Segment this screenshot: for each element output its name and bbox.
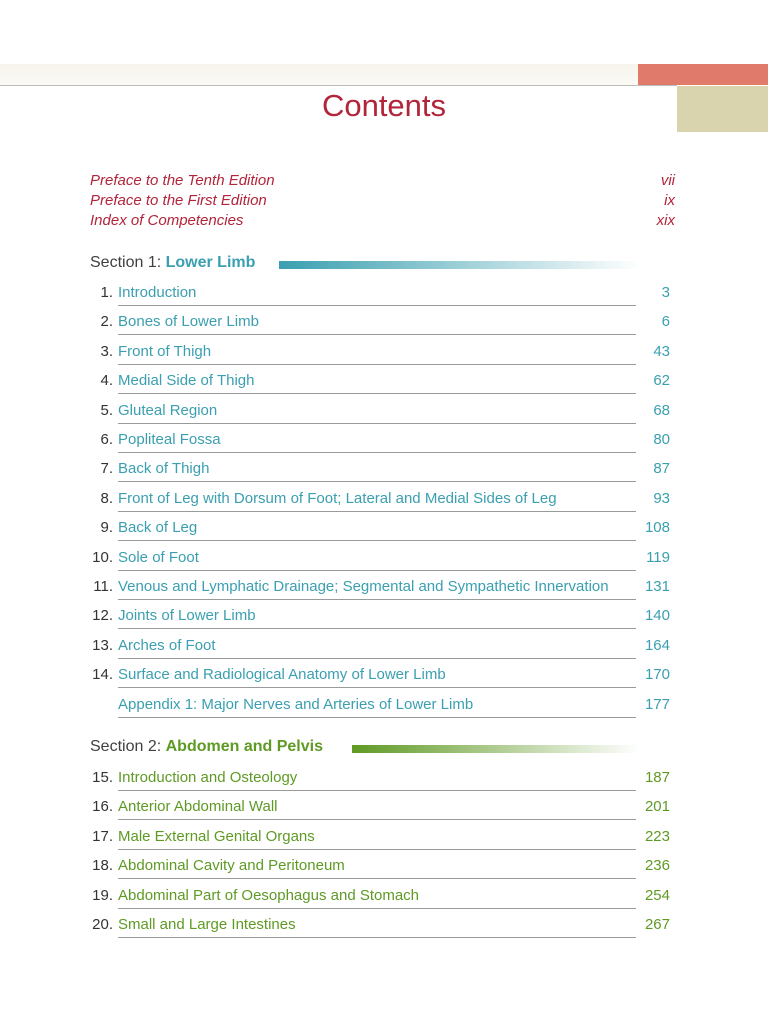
row-divider — [118, 364, 636, 365]
chapter-title[interactable]: Small and Large Intestines — [118, 916, 296, 933]
toc-row[interactable] — [0, 515, 768, 544]
chapter-number: 12. — [92, 607, 113, 624]
chapter-number: 16. — [92, 798, 113, 815]
toc-row[interactable] — [0, 794, 768, 823]
front-matter-page: vii — [660, 172, 675, 189]
chapter-page: 170 — [644, 666, 670, 683]
chapter-page: 43 — [653, 343, 670, 360]
chapter-title[interactable]: Introduction — [118, 284, 197, 301]
chapter-number: 17. — [92, 828, 113, 845]
chapter-page: 223 — [644, 828, 670, 845]
front-matter-item[interactable] — [90, 212, 675, 232]
toc-row[interactable] — [0, 574, 768, 603]
row-divider — [118, 452, 636, 453]
chapter-title[interactable]: Front of Thigh — [118, 343, 212, 360]
chapter-number: 9. — [100, 519, 113, 536]
row-divider — [118, 540, 636, 541]
front-matter-page: ix — [664, 192, 675, 209]
chapter-title[interactable]: Bones of Lower Limb — [118, 313, 259, 330]
chapter-number: 15. — [92, 769, 113, 786]
row-divider — [118, 570, 636, 571]
section-prefix: Section 2: — [90, 738, 162, 755]
chapter-page: 236 — [644, 857, 670, 874]
chapter-number: 20. — [92, 916, 113, 933]
chapter-page: 119 — [646, 549, 670, 566]
chapter-page: 201 — [644, 798, 670, 815]
chapter-page: 254 — [644, 887, 670, 904]
toc-row[interactable] — [0, 883, 768, 912]
section-name: Lower Limb — [165, 254, 256, 271]
toc-row[interactable] — [0, 280, 768, 309]
section-name: Abdomen and Pelvis — [165, 738, 323, 755]
row-divider — [118, 937, 636, 938]
toc-row[interactable] — [0, 853, 768, 882]
chapter-number: 19. — [92, 887, 113, 904]
section-gradient-bar — [352, 745, 640, 753]
chapter-title[interactable]: Arches of Foot — [118, 637, 216, 654]
chapter-number: 18. — [92, 857, 113, 874]
header-band — [0, 64, 638, 86]
chapter-page: 267 — [644, 916, 670, 933]
toc-row[interactable] — [0, 339, 768, 368]
chapter-number: 3. — [100, 343, 113, 360]
chapter-page: 177 — [644, 696, 670, 713]
page-title: Contents — [321, 88, 447, 123]
toc-row[interactable] — [0, 824, 768, 853]
chapter-number: 8. — [100, 490, 113, 507]
chapter-number: 6. — [100, 431, 113, 448]
chapter-title[interactable]: Anterior Abdominal Wall — [118, 798, 278, 815]
row-divider — [118, 849, 636, 850]
row-divider — [118, 511, 636, 512]
chapter-number: 7. — [100, 460, 113, 477]
chapter-page: 80 — [653, 431, 670, 448]
toc-row[interactable] — [0, 603, 768, 632]
section-header — [90, 738, 323, 760]
chapter-title[interactable]: Surface and Radiological Anatomy of Lower Limb — [118, 666, 446, 683]
chapter-page: 187 — [644, 769, 670, 786]
corner-tab-salmon — [638, 64, 768, 85]
row-divider — [118, 819, 636, 820]
chapter-number: 5. — [100, 402, 113, 419]
header-rule — [0, 85, 677, 86]
row-divider — [118, 790, 636, 791]
row-divider — [118, 908, 636, 909]
row-divider — [118, 481, 636, 482]
chapter-page: 62 — [653, 372, 670, 389]
chapter-title[interactable]: Medial Side of Thigh — [118, 372, 255, 389]
chapter-title[interactable]: Abdominal Cavity and Peritoneum — [118, 857, 345, 874]
chapter-number: 4. — [100, 372, 113, 389]
toc-row[interactable] — [0, 368, 768, 397]
row-divider — [118, 423, 636, 424]
chapter-title[interactable]: Venous and Lymphatic Drainage; Segmental and Sympathetic Innervation — [118, 578, 609, 595]
row-divider — [118, 599, 636, 600]
chapter-title[interactable]: Appendix 1: Major Nerves and Arteries of Lower Limb — [118, 696, 474, 713]
front-matter-label: Preface to the Tenth Edition — [90, 172, 275, 189]
row-divider — [118, 658, 636, 659]
chapter-page: 140 — [644, 607, 670, 624]
chapter-page: 3 — [661, 284, 670, 301]
toc-row[interactable] — [0, 456, 768, 485]
chapter-number: 11. — [93, 578, 113, 595]
chapter-title[interactable]: Back of Thigh — [118, 460, 210, 477]
row-divider — [118, 628, 636, 629]
toc-row[interactable] — [0, 662, 768, 691]
chapter-number: 14. — [92, 666, 113, 683]
chapter-page: 108 — [644, 519, 670, 536]
chapter-page: 131 — [644, 578, 670, 595]
chapter-title[interactable]: Back of Leg — [118, 519, 198, 536]
chapter-page: 93 — [653, 490, 670, 507]
chapter-number: 1. — [100, 284, 113, 301]
chapter-page: 6 — [661, 313, 670, 330]
row-divider — [118, 305, 636, 306]
toc-row[interactable] — [0, 545, 768, 574]
chapter-number: 10. — [92, 549, 113, 566]
section-prefix: Section 1: — [90, 254, 162, 271]
toc-row[interactable] — [0, 486, 768, 515]
row-divider — [118, 687, 636, 688]
toc-row[interactable] — [0, 398, 768, 427]
chapter-number: 2. — [100, 313, 113, 330]
chapter-title[interactable]: Joints of Lower Limb — [118, 607, 256, 624]
chapter-number: 13. — [92, 637, 113, 654]
chapter-title[interactable]: Popliteal Fossa — [118, 431, 221, 448]
front-matter-label: Preface to the First Edition — [90, 192, 267, 209]
section-header — [90, 254, 255, 276]
chapter-page: 164 — [644, 637, 670, 654]
chapter-page: 87 — [653, 460, 670, 477]
row-divider — [118, 717, 636, 718]
row-divider — [118, 334, 636, 335]
toc-row[interactable] — [0, 912, 768, 941]
chapter-page: 68 — [653, 402, 670, 419]
section-gradient-bar — [279, 261, 640, 269]
chapter-title[interactable]: Introduction and Osteology — [118, 769, 298, 786]
chapter-title[interactable]: Sole of Foot — [118, 549, 199, 566]
row-divider — [118, 878, 636, 879]
chapter-title[interactable]: Gluteal Region — [118, 402, 218, 419]
front-matter-page: xix — [656, 212, 675, 229]
toc-row[interactable] — [0, 427, 768, 456]
chapter-title[interactable]: Male External Genital Organs — [118, 828, 315, 845]
toc-row[interactable] — [0, 309, 768, 338]
front-matter-label: Index of Competencies — [90, 212, 244, 229]
front-matter-item[interactable] — [90, 192, 675, 212]
chapter-title[interactable]: Abdominal Part of Oesophagus and Stomach — [118, 887, 420, 904]
toc-row[interactable] — [0, 692, 768, 721]
front-matter-item[interactable] — [90, 172, 675, 192]
toc-row[interactable] — [0, 633, 768, 662]
row-divider — [118, 393, 636, 394]
toc-row[interactable] — [0, 765, 768, 794]
chapter-title[interactable]: Front of Leg with Dorsum of Foot; Lateral and Medial Sides of Leg — [118, 490, 557, 507]
